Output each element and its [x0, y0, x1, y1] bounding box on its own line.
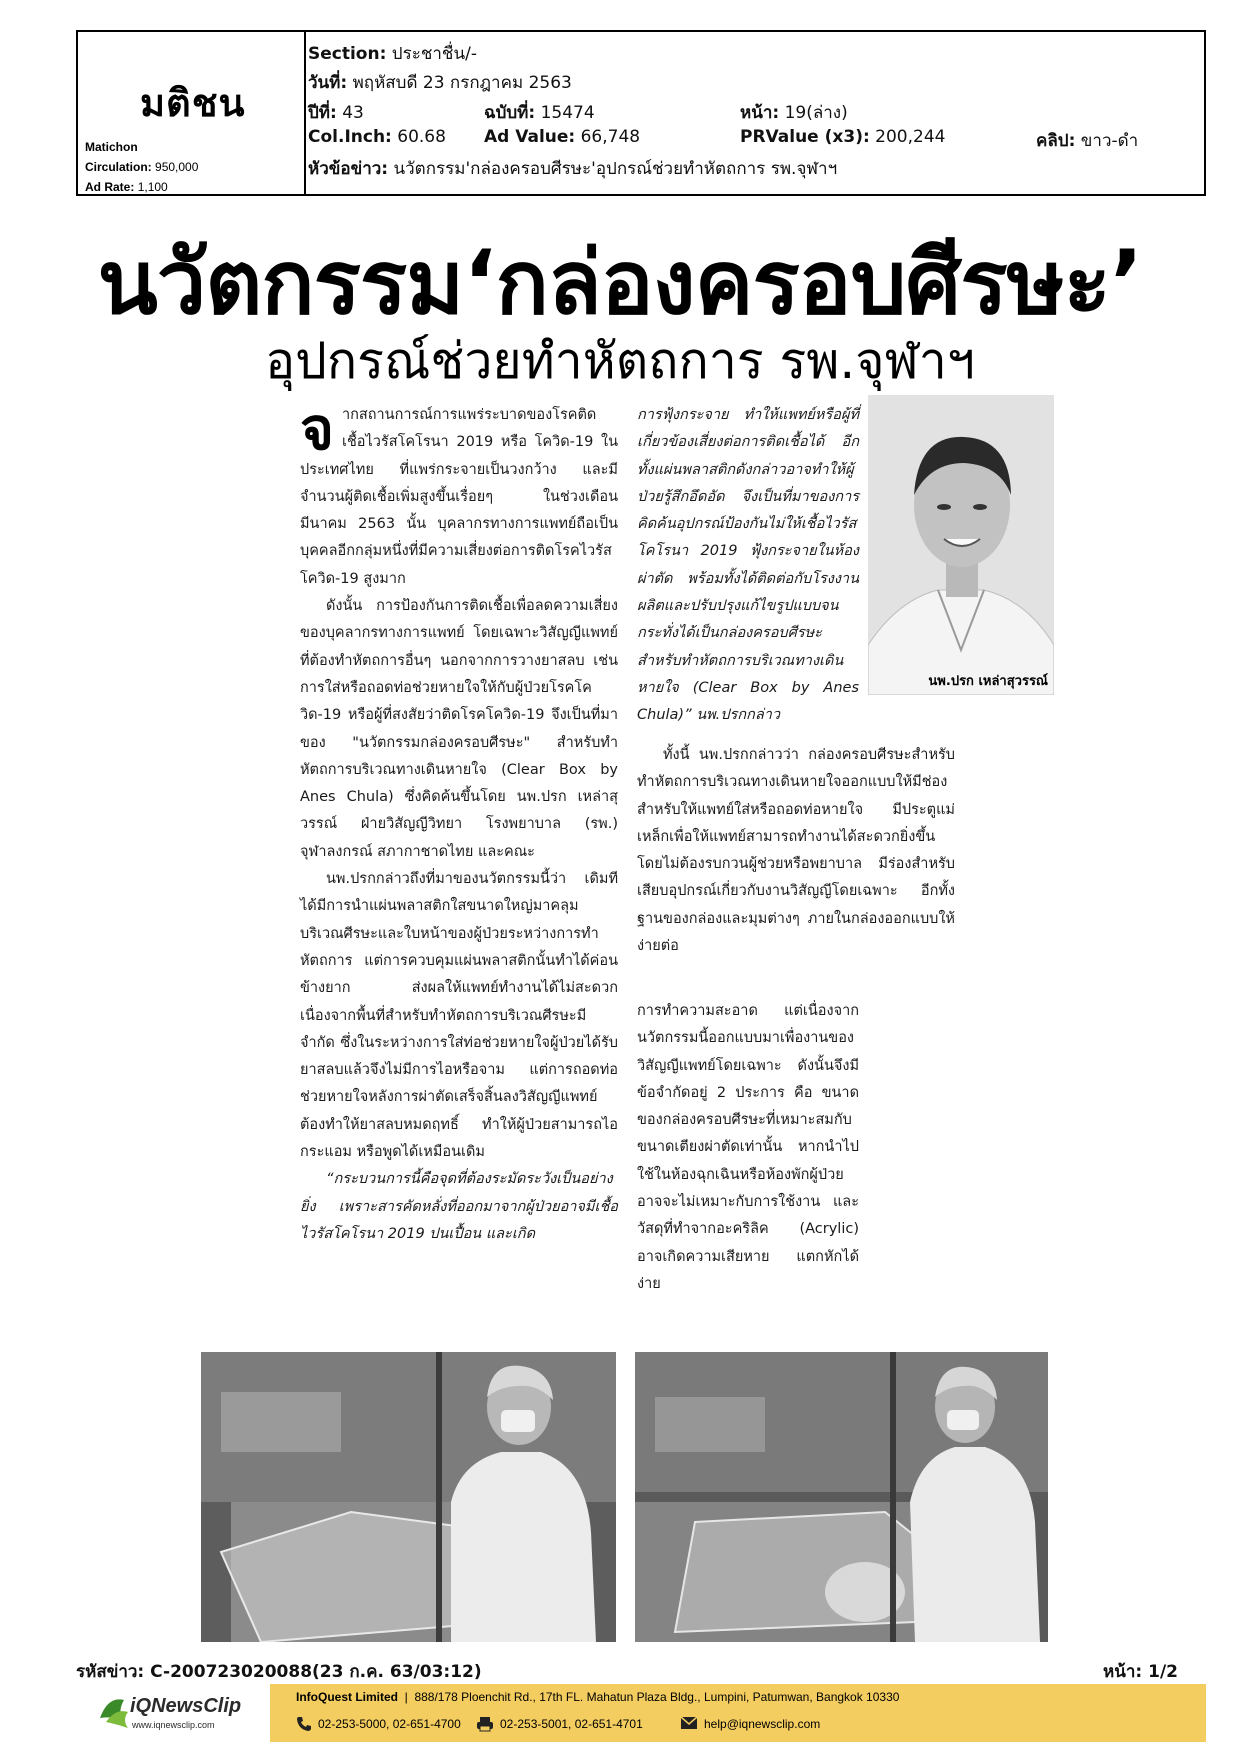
photo-doctor-with-clear-box-2	[635, 1352, 1048, 1642]
year-field: ปีที่: 43	[308, 103, 364, 123]
portrait-photo	[868, 395, 1054, 695]
ad-rate: Ad Rate: 1,100	[85, 180, 168, 194]
article-subtitle: อุปกรณ์ช่วยทำหัตถการ รพ.จุฬาฯ	[265, 332, 975, 390]
drop-cap: จ	[300, 395, 334, 463]
article-column-1	[300, 395, 618, 1248]
column-1-paragraph-1: จากสถานการณ์การแพร่ระบาดของโรคติดเชื้อไวรัสโคโรนา 2019 หรือ โควิด-19 ในประเทศไทย ที่แพร่กระจายเป็นวงกว้าง และมีจำนวนผู้ติดเชื้อเพิ่มสูงขึ้นเรื่อยๆ ในช่วงเดือนมีนาคม 2563 นั้น บุคลากรทางการแพทย์ถือเป็นบุคคลอีกกลุ่มหนึ่งที่มีความเสี่ยงต่อการติดโรคไวรัสโควิด-19 สูงมาก	[300, 395, 618, 587]
publication-logo: มติชน	[140, 81, 246, 125]
news-id: รหัสข่าว: C-200723020088(23 ก.ค. 63/03:12)	[76, 1662, 482, 1682]
email-icon	[680, 1716, 698, 1730]
column-3-paragraph-1: การทำความสะอาด แต่เนื่องจากนวัตกรรมนี้ออกแบบมาเพื่องานของวิสัญญีแพทย์โดยเฉพาะ ดังนั้นจึงมีข้อจำกัดอยู่ 2 ประการ คือ ขนาดของกล่องครอบศีรษะที่เหมาะสมกับขนาดเตียงผ่าตัดเท่านั้น หากนำไปใช้ในห้องฉุกเฉินหรือห้องพักผู้ป่วยอาจจะไม่เหมาะกับการใช้งาน และวัสดุที่ทำจากอะคริลิค (Acrylic) อาจเกิดความเสียหาย แตกหักได้ง่าย	[637, 1003, 859, 1292]
source-name: Matichon	[85, 140, 138, 154]
article-column-2	[637, 742, 955, 960]
photo-image-1	[201, 1352, 616, 1642]
svg-text:iQNewsClip: iQNewsClip	[130, 1695, 242, 1717]
colinch-field: Col.Inch: 60.68	[308, 127, 446, 147]
column-2-paragraph-1: การฟุ้งกระจาย ทำให้แพทย์หรือผู้ที่เกี่ยวข้องเสี่ยงต่อการติดเชื้อได้ อีกทั้งแผ่นพลาสติกดังกล่าวอาจทำให้ผู้ป่วยรู้สึกอึดอัด จึงเป็นที่มาของการคิดค้นอุปกรณ์ป้องกันไม่ให้เชื้อไวรัสโคโรนา 2019 ฟุ้งกระจายในห้องผ่าตัด พร้อมทั้งได้ติดต่อกับโรงงานผลิตและปรับปรุงแก้ไขรูปแบบจนกระทั่งได้เป็นกล่องครอบศีรษะสำหรับทำหัตถการบริเวณทางเดินหายใจ (Clear Box by Anes Chula)” นพ.ปรกกล่าว	[637, 407, 859, 724]
photo-image-2	[635, 1352, 1048, 1642]
article-column-3	[637, 998, 859, 1298]
clip-header	[76, 30, 1206, 196]
article-column-2-quote	[637, 402, 859, 730]
company-address: InfoQuest Limited | 888/178 Ploenchit Rd., 17th FL. Mahatun Plaza Bldg., Lumpini, Patumwan, Bangkok 10330	[296, 1690, 900, 1704]
column-1-paragraph-3: นพ.ปรกกล่าวถึงที่มาของนวัตกรรมนี้ว่า เดิมทีได้มีการนำแผ่นพลาสติกใสขนาดใหญ่มาคลุมบริเวณศีรษะและใบหน้าของผู้ป่วยระหว่างการทำหัตถการ แต่การควบคุมแผ่นพลาสติกนั้นทำได้ค่อนข้างยาก ส่งผลให้แพทย์ทำงานได้ไม่สะดวก เนื่องจากพื้นที่สำหรับทำหัตถการบริเวณศีรษะมีจำกัด ซึ่งในระหว่างการใส่ท่อช่วยหายใจผู้ป่วยได้รับยาสลบแล้วจึงไม่มีการไอหรือจาม แต่การถอดท่อช่วยหายใจหลังการผ่าตัดเสร็จสิ้นลงวิสัญญีแพทย์ต้องทำให้ยาสลบหมดฤทธิ์ ทำให้ผู้ป่วยสามารถไอ กระแอม หรือพูดได้เหมือนเดิม	[300, 871, 618, 1161]
circulation: Circulation: 950,000	[85, 160, 199, 174]
footer-page-number: หน้า: 1/2	[1103, 1662, 1178, 1682]
portrait-caption: นพ.ปรก เหล่าสุวรรณ์	[928, 674, 1048, 689]
phone-numbers: 02-253-5000, 02-651-4700	[318, 1717, 461, 1731]
iqnewsclip-logo-icon	[98, 1686, 248, 1736]
section-field: Section: ประชาชื่น/-	[308, 44, 477, 64]
article-title: นวัตกรรม‘กล่องครอบศีรษะ’	[97, 231, 1143, 334]
phone-icon	[296, 1716, 312, 1732]
svg-text:www.iqnewsclip.com: www.iqnewsclip.com	[132, 1720, 215, 1730]
publication-cell	[78, 32, 306, 194]
footer-contact-bar	[270, 1684, 1206, 1742]
photo-doctor-with-clear-box-1	[201, 1352, 616, 1642]
portrait-image	[868, 395, 1054, 695]
headline-field: หัวข้อข่าว: นวัตกรรม'กล่องครอบศีรษะ'อุปกรณ์ช่วยทำหัตถการ รพ.จุฬาฯ	[308, 159, 838, 179]
date-field: วันที่: พฤหัสบดี 23 กรกฎาคม 2563	[308, 73, 572, 93]
page-field: หน้า: 19(ล่าง)	[740, 103, 848, 123]
advalue-field: Ad Value: 66,748	[484, 127, 641, 147]
fax-icon	[476, 1716, 494, 1732]
column-2-paragraph-2: ทั้งนี้ นพ.ปรกกล่าวว่า กล่องครอบศีรษะสำหรับทำหัตถการบริเวณทางเดินหายใจออกแบบให้มีช่องสำหรับให้แพทย์ใส่หรือถอดท่อหายใจ มีประตูแม่เหล็กเพื่อให้แพทย์สามารถทำงานได้สะดวกยิ่งขึ้นโดยไม่ต้องรบกวนผู้ช่วยหรือพยาบาล มีร่องสำหรับเสียบอุปกรณ์เกี่ยวกับงานวิสัญญีโดยเฉพาะ อีกทั้งฐานของกล่องและมุมต่างๆ ภายในกล่องออกแบบให้ง่ายต่อ	[637, 747, 955, 955]
fax-numbers: 02-253-5001, 02-651-4701	[500, 1717, 643, 1731]
column-1-paragraph-4: “กระบวนการนี้คือจุดที่ต้องระมัดระวังเป็นอย่างยิ่ง เพราะสารคัดหลั่งที่ออกมาจากผู้ป่วยอาจมีเชื้อไวรัสโคโรนา 2019 ปนเปื้อน และเกิด	[300, 1171, 618, 1242]
clip-field: คลิป: ขาว-ดำ	[1036, 131, 1139, 151]
issue-field: ฉบับที่: 15474	[484, 103, 595, 123]
email-address[interactable]: help@iqnewsclip.com	[704, 1717, 821, 1731]
prvalue-field: PRValue (x3): 200,244	[740, 127, 946, 147]
iqnewsclip-logo	[98, 1686, 248, 1736]
column-1-paragraph-2: ดังนั้น การป้องกันการติดเชื้อเพื่อลดความเสี่ยงของบุคลากรทางการแพทย์ โดยเฉพาะวิสัญญีแพทย์ที่ต้องทำหัตถการอื่นๆ นอกจากการวางยาสลบ เช่น การใส่หรือถอดท่อช่วยหายใจให้กับผู้ป่วยโรคโควิด-19 หรือผู้ที่สงสัยว่าติดโรคโควิด-19 จึงเป็นที่มาของ "นวัตกรรมกล่องครอบศีรษะ" สำหรับทำหัตถการบริเวณทางเดินหายใจ (Clear Box by Anes Chula) ซึ่งคิดค้นขึ้นโดย นพ.ปรก เหล่าสุวรรณ์ ฝ่ายวิสัญญีวิทยา โรงพยาบาล (รพ.) จุฬาลงกรณ์ สภากาชาดไทย และคณะ	[300, 598, 618, 860]
